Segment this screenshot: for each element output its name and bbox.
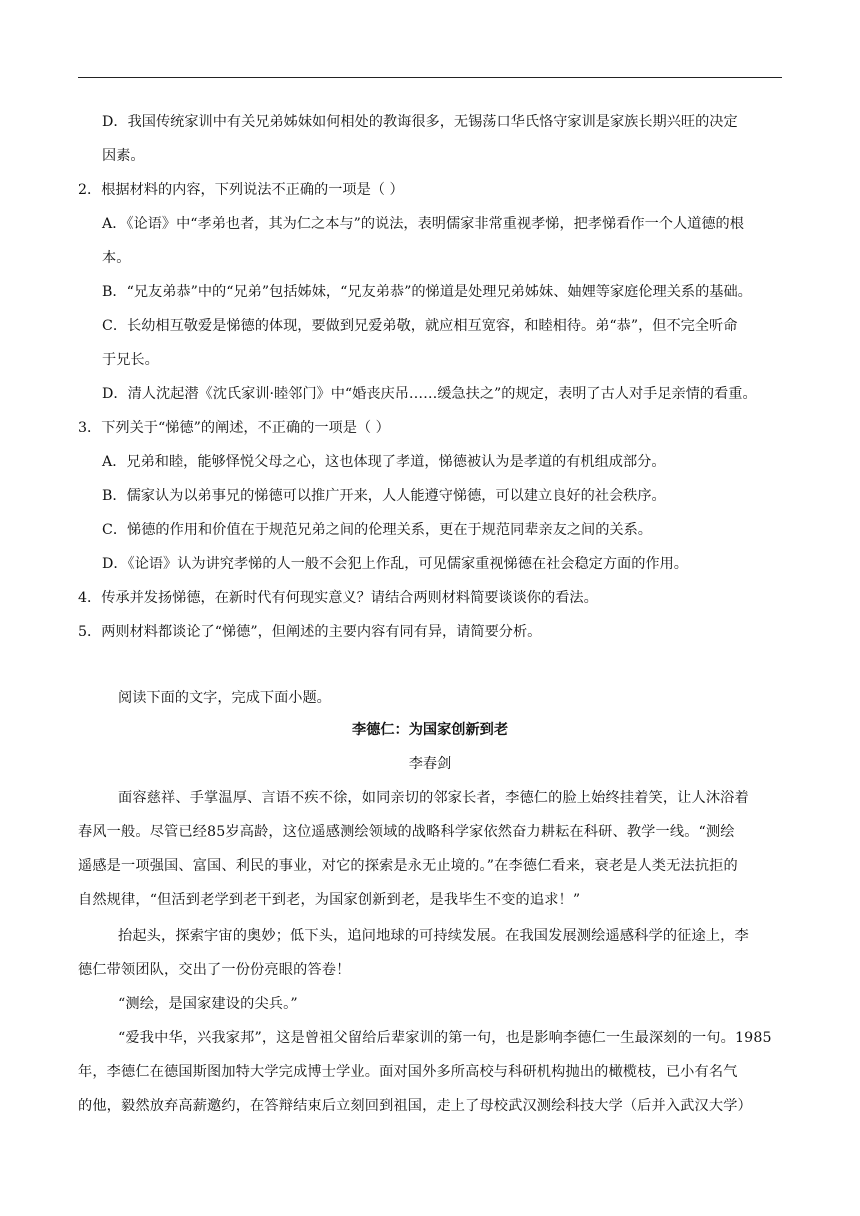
text-line: D．我国传统家训中有关兄弟姊妹如何相处的教诲很多，无锡荡口华氏恪守家训是家族长期兴旺的决定 [102, 114, 738, 130]
header-rule [78, 77, 782, 78]
text-line: B．“兄友弟恭”中的“兄弟”包括姊妹，“兄友弟恭”的悌道是处理兄弟姊妹、妯娌等家庭伦理关系的基础。 [102, 284, 752, 300]
text-line: C．长幼相互敬爱是悌德的体现，要做到兄爱弟敬，就应相互宽容，和睦相待。弟“恭”，但不完全听命 [102, 318, 738, 334]
text-line: 因素。 [102, 148, 145, 164]
article-line: 的他，毅然放弃高薪邀约，在答辩结束后立刻回到祖国，走上了母校武汉测绘科技大学（后并入武汉大学） [78, 1098, 752, 1114]
article-author: 李春剑 [408, 756, 452, 772]
article-line: 遥感是一项强国、富国、利民的事业，对它的探索是永无止境的。”在李德仁看来，衰老是人类无法抗拒的 [78, 858, 738, 874]
article-line: 春风一般。尽管已经85岁高龄，这位遥感测绘领域的战略科学家依然奋力耕耘在科研、教学一线。“测绘 [78, 824, 735, 840]
text-line: 本。 [102, 250, 131, 266]
article-line: 面容慈祥、手掌温厚、言语不疾不徐，如同亲切的邻家长者，李德仁的脸上始终挂着笑，让人沐浴着 [118, 790, 749, 806]
text-line: 4．传承并发扬悌德，在新时代有何现实意义？请结合两则材料简要谈谈你的看法。 [78, 590, 598, 606]
text-line: B．儒家认为以弟事兄的悌德可以推广开来，人人能遵守悌德，可以建立良好的社会秩序。 [102, 488, 666, 504]
article-line: 抬起头，探索宇宙的奥妙；低下头，追问地球的可持续发展。在我国发展测绘遥感科学的征途上，李 [118, 928, 749, 944]
article-line: “爱我中华，兴我家邦”，这是曾祖父留给后辈家训的第一句，也是影响李德仁一生最深刻的一句。1985 [118, 1030, 772, 1046]
article-line: 年，李德仁在德国斯图加特大学完成博士学业。面对国外多所高校与科研机构抛出的橄榄枝，已小有名气 [78, 1064, 738, 1080]
text-line: 3．下列关于“悌德”的阐述，不正确的一项是（ ） [78, 420, 390, 436]
article-line: 德仁带领团队，交出了一份份亮眼的答卷！ [78, 962, 351, 978]
text-line: A．兄弟和睦，能够怿悦父母之心，这也体现了孝道，悌德被认为是孝道的有机组成部分。 [102, 454, 666, 470]
text-line: 阅读下面的文字，完成下面小题。 [118, 690, 331, 706]
text-line: 于兄长。 [102, 352, 159, 368]
text-line: 5．两则材料都谈论了“悌德”，但阐述的主要内容有同有异，请简要分析。 [78, 624, 542, 640]
text-line: C．悌德的作用和价值在于规范兄弟之间的伦理关系，更在于规范同辈亲友之间的关系。 [102, 522, 652, 538]
article-title: 李德仁：为国家创新到老 [351, 722, 509, 738]
text-line: A．《论语》中“孝弟也者，其为仁之本与”的说法，表明儒家非常重视孝悌，把孝悌看作一个人道德的根 [102, 216, 744, 232]
text-line: D．《论语》认为讲究孝悌的人一般不会犯上作乱，可见儒家重视悌德在社会稳定方面的作用。 [102, 556, 688, 572]
text-line: 2．根据材料的内容，下列说法不正确的一项是（ ） [78, 182, 404, 198]
text-line: D．清人沈起潜《沈氏家训·睦邻门》中“婚丧庆吊……缓急扶之”的规定，表明了古人对手足亲情的看重。 [102, 386, 757, 402]
article-line: “测绘，是国家建设的尖兵。” [118, 996, 298, 1012]
article-line: 自然规律，“但活到老学到老干到老，为国家创新到老，是我毕生不变的追求！” [78, 892, 581, 908]
